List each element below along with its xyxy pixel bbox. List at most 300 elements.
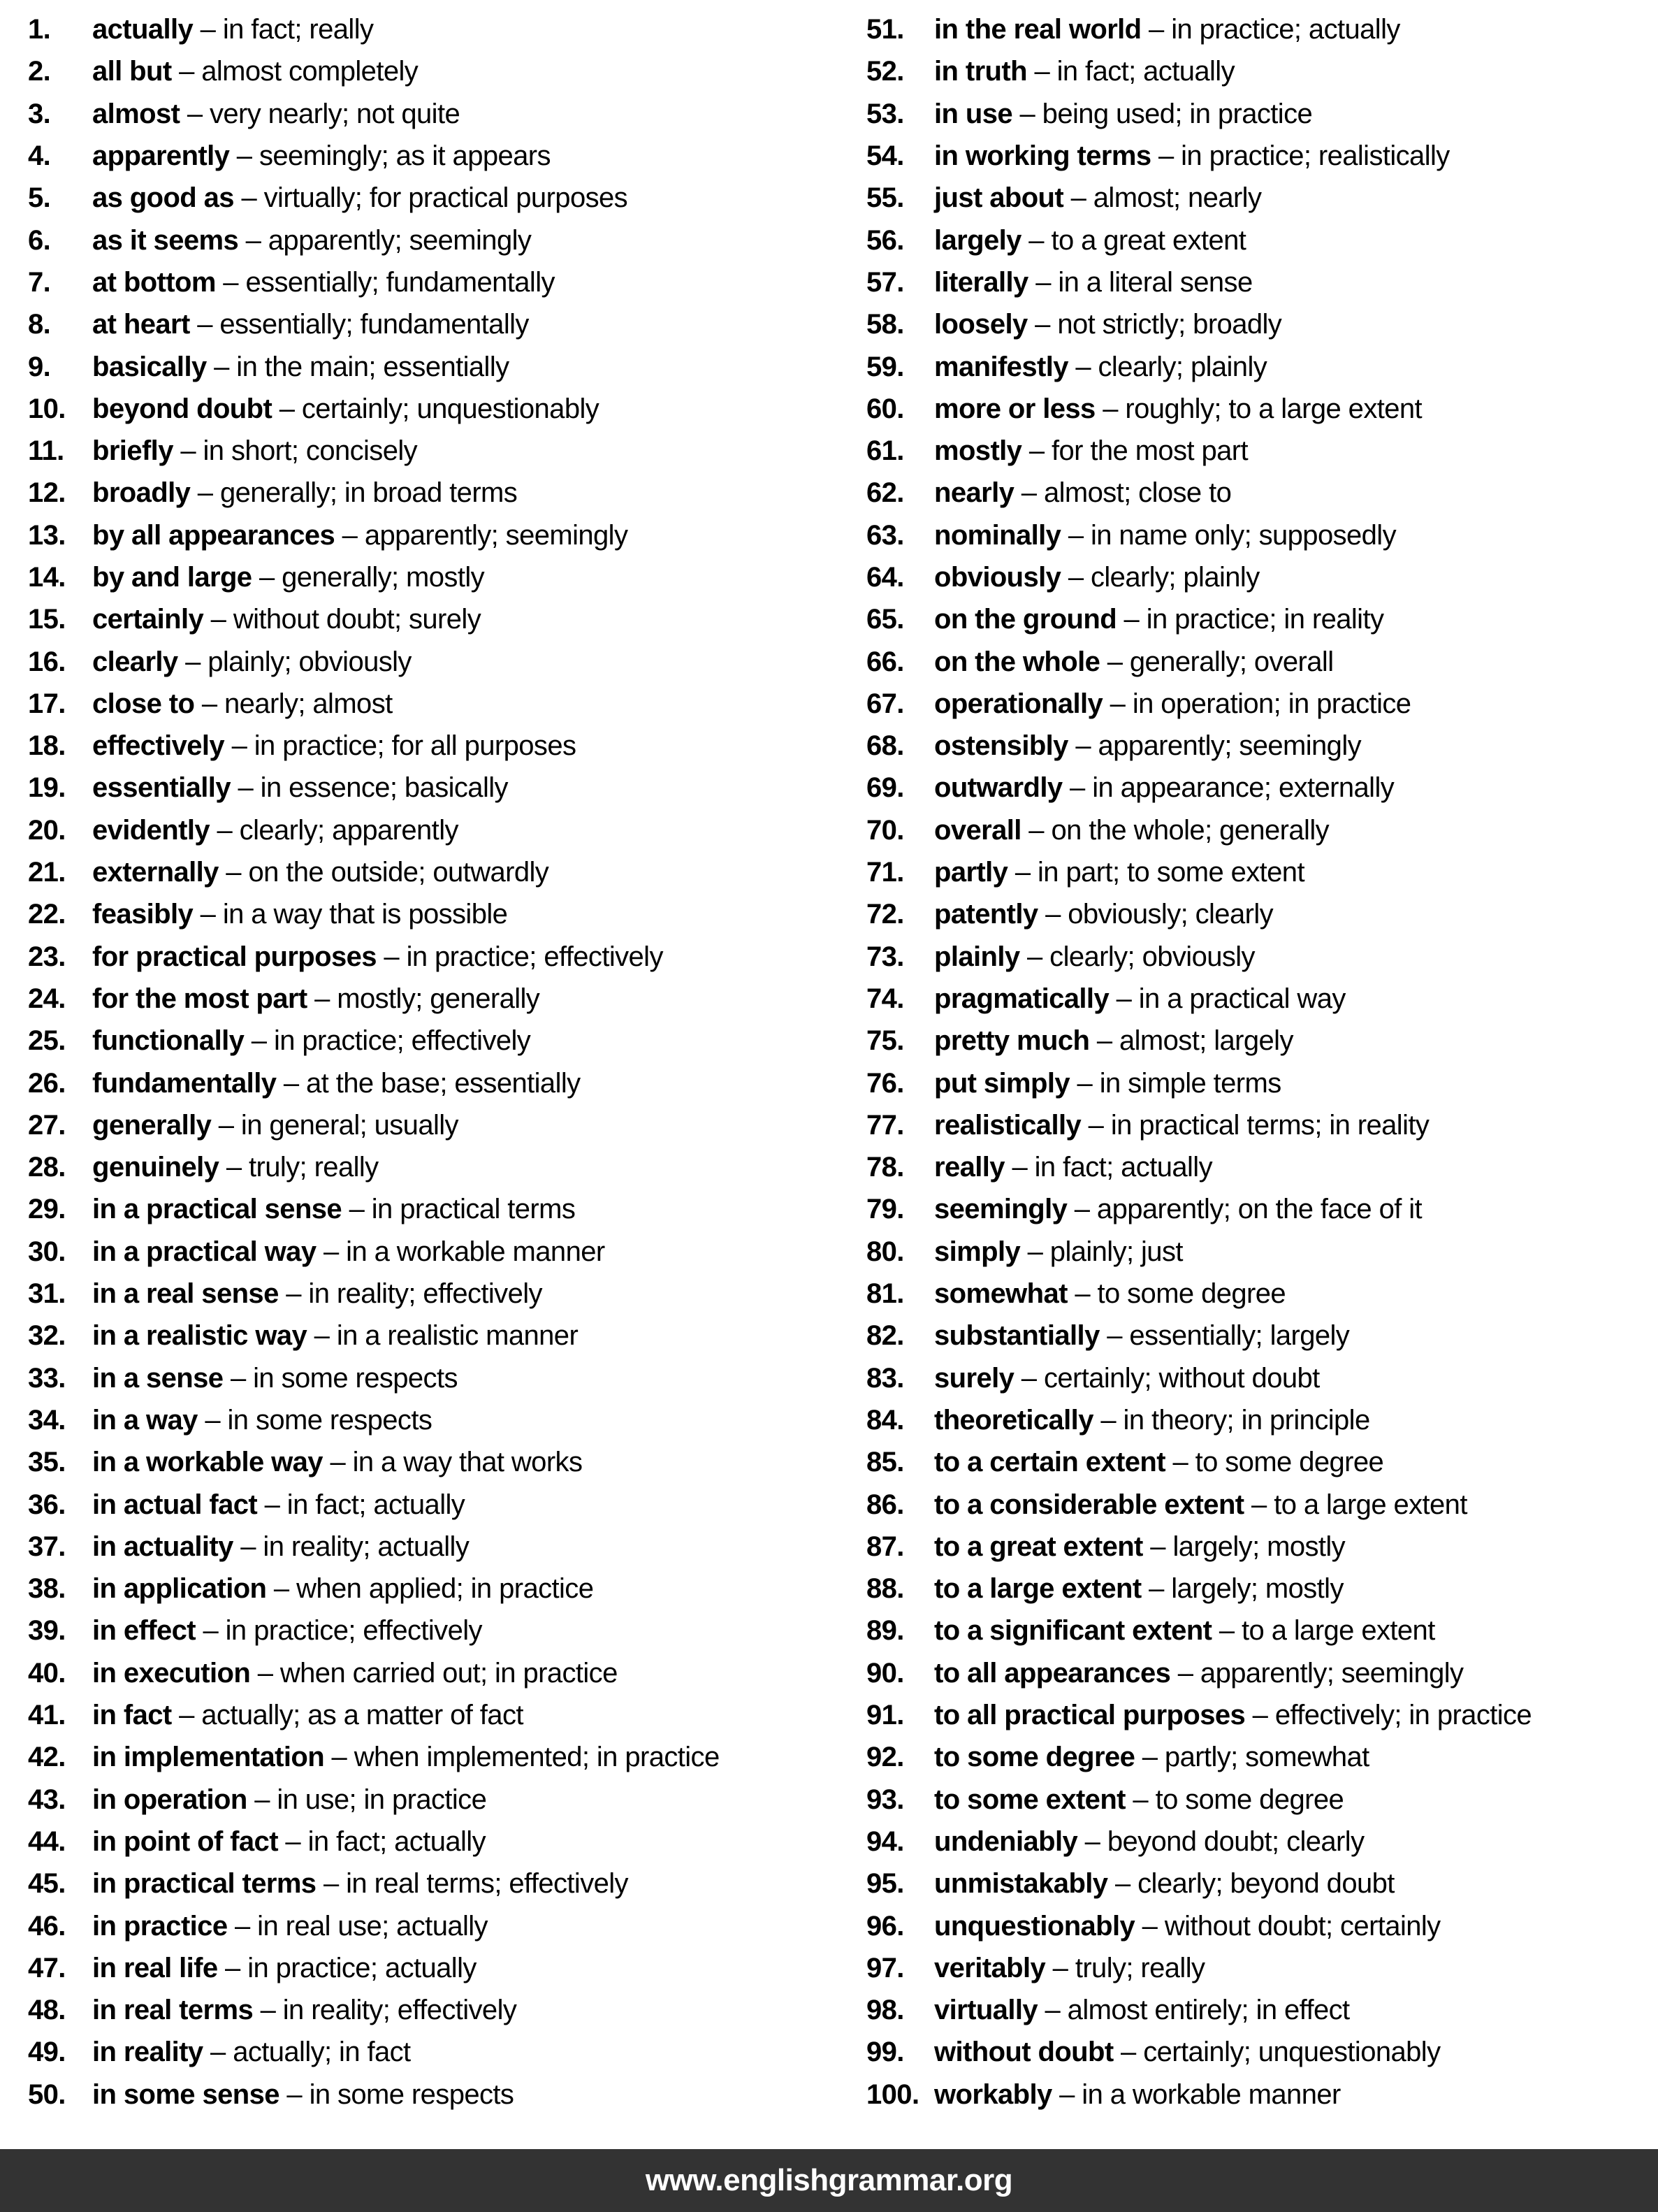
item-number: 48. — [28, 1995, 66, 2026]
list-item — [28, 1694, 834, 1736]
list-column-left — [0, 8, 834, 2116]
item-text: put simply – in simple terms — [934, 1067, 1281, 1099]
item-text: in reality – actually; in fact — [92, 2037, 411, 2068]
item-term: for practical purposes — [92, 941, 377, 972]
item-text: in actual fact – in fact; actually — [92, 1489, 465, 1520]
item-term: in the real world — [934, 14, 1142, 45]
list-item — [28, 1273, 834, 1315]
item-text: in working terms – in practice; realistically — [934, 140, 1450, 172]
item-text: feasibly – in a way that is possible — [92, 899, 508, 930]
item-text: substantially – essentially; largely — [934, 1320, 1350, 1352]
item-number: 69. — [866, 772, 904, 804]
list-item — [28, 345, 834, 387]
item-term: without doubt — [934, 2037, 1114, 2068]
item-text: as good as – virtually; for practical purposes — [92, 182, 628, 214]
item-number: 46. — [28, 1910, 66, 1942]
list-item — [28, 1357, 834, 1399]
item-term: workably — [934, 2079, 1052, 2110]
list-item — [866, 1146, 1658, 1188]
item-term: certainly — [92, 604, 204, 635]
item-term: ostensibly — [934, 730, 1068, 762]
item-number: 39. — [28, 1615, 66, 1647]
item-text: really – in fact; actually — [934, 1152, 1212, 1183]
list-item — [866, 472, 1658, 514]
item-text: by and large – generally; mostly — [92, 562, 485, 593]
list-item — [28, 1904, 834, 1946]
footer-bar — [0, 2149, 1658, 2212]
item-number: 17. — [28, 688, 66, 719]
item-number: 26. — [28, 1067, 66, 1099]
item-text: in fact – actually; as a matter of fact — [92, 1700, 523, 1731]
item-term: loosely — [934, 309, 1028, 340]
item-number: 3. — [28, 98, 51, 129]
list-item — [28, 725, 834, 767]
item-text: almost – very nearly; not quite — [92, 98, 460, 129]
item-term: all but — [92, 56, 172, 87]
item-number: 88. — [866, 1573, 904, 1605]
item-term: substantially — [934, 1320, 1100, 1352]
list-item — [28, 430, 834, 472]
item-term: as good as — [92, 182, 234, 214]
list-item — [866, 1399, 1658, 1441]
footer-url: www.englishgrammar.org — [645, 2163, 1013, 2197]
list-item — [28, 1778, 834, 1820]
item-text: to a great extent – largely; mostly — [934, 1531, 1346, 1562]
item-number: 1. — [28, 14, 51, 45]
item-text: plainly – clearly; obviously — [934, 941, 1255, 972]
list-item — [866, 1188, 1658, 1230]
item-number: 68. — [866, 730, 904, 762]
item-term: veritably — [934, 1952, 1046, 1983]
list-item — [28, 1315, 834, 1357]
item-text: obviously – clearly; plainly — [934, 562, 1260, 593]
list-item — [28, 1441, 834, 1483]
item-number: 97. — [866, 1952, 904, 1983]
item-text: nominally – in name only; supposedly — [934, 519, 1396, 551]
item-number: 55. — [866, 182, 904, 214]
item-number: 37. — [28, 1531, 66, 1562]
item-number: 95. — [866, 1868, 904, 1900]
item-text: mostly – for the most part — [934, 435, 1249, 467]
item-term: by all appearances — [92, 519, 335, 551]
item-number: 87. — [866, 1531, 904, 1562]
item-term: beyond doubt — [92, 393, 272, 424]
list-item — [866, 1736, 1658, 1778]
item-term: pragmatically — [934, 983, 1110, 1014]
item-text: in practical terms – in real terms; effectively — [92, 1868, 628, 1900]
item-term: operationally — [934, 688, 1103, 719]
item-number: 32. — [28, 1320, 66, 1352]
list-item — [28, 1146, 834, 1188]
item-text: to a considerable extent – to a large extent — [934, 1489, 1467, 1520]
item-text: unmistakably – clearly; beyond doubt — [934, 1868, 1395, 1900]
list-item — [28, 1526, 834, 1568]
item-term: actually — [92, 14, 194, 45]
item-text: on the ground – in practice; in reality — [934, 604, 1384, 635]
item-text: undeniably – beyond doubt; clearly — [934, 1826, 1365, 1857]
item-number: 98. — [866, 1995, 904, 2026]
item-term: nominally — [934, 519, 1061, 551]
list-item — [28, 767, 834, 809]
item-number: 44. — [28, 1826, 66, 1857]
item-text: simply – plainly; just — [934, 1236, 1183, 1267]
item-term: to a considerable extent — [934, 1489, 1244, 1520]
item-number: 90. — [866, 1657, 904, 1689]
item-text: somewhat – to some degree — [934, 1278, 1286, 1310]
list-item — [28, 8, 834, 50]
item-term: somewhat — [934, 1278, 1068, 1310]
item-text: briefly – in short; concisely — [92, 435, 418, 467]
item-number: 50. — [28, 2079, 66, 2110]
item-term: virtually — [934, 1995, 1038, 2026]
item-text: in practice – in real use; actually — [92, 1910, 488, 1942]
item-term: in reality — [92, 2037, 203, 2068]
item-number: 15. — [28, 604, 66, 635]
item-text: more or less – roughly; to a large extent — [934, 393, 1423, 424]
item-number: 70. — [866, 814, 904, 846]
list-item — [866, 345, 1658, 387]
item-number: 36. — [28, 1489, 66, 1520]
list-item — [28, 809, 834, 851]
item-term: in a sense — [92, 1362, 224, 1394]
item-term: nearly — [934, 477, 1015, 509]
item-number: 81. — [866, 1278, 904, 1310]
item-number: 13. — [28, 519, 66, 551]
item-term: in point of fact — [92, 1826, 278, 1857]
list-item — [28, 1736, 834, 1778]
item-term: mostly — [934, 435, 1022, 467]
item-number: 54. — [866, 140, 904, 172]
item-text: in some sense – in some respects — [92, 2079, 514, 2110]
item-text: in point of fact – in fact; actually — [92, 1826, 486, 1857]
item-number: 94. — [866, 1826, 904, 1857]
list-item — [28, 1231, 834, 1273]
item-text: certainly – without doubt; surely — [92, 604, 481, 635]
item-term: put simply — [934, 1067, 1070, 1099]
item-number: 12. — [28, 477, 66, 509]
item-text: outwardly – in appearance; externally — [934, 772, 1395, 804]
item-text: theoretically – in theory; in principle — [934, 1404, 1370, 1436]
list-item — [866, 1104, 1658, 1146]
item-term: more or less — [934, 393, 1096, 424]
item-text: virtually – almost entirely; in effect — [934, 1995, 1350, 2026]
item-number: 79. — [866, 1194, 904, 1225]
list-item — [28, 2074, 834, 2116]
item-number: 47. — [28, 1952, 66, 1983]
item-term: undeniably — [934, 1826, 1078, 1857]
item-number: 25. — [28, 1025, 66, 1057]
item-term: unmistakably — [934, 1868, 1108, 1900]
item-text: on the whole – generally; overall — [934, 646, 1334, 677]
item-term: as it seems — [92, 224, 239, 256]
list-item — [28, 177, 834, 219]
item-term: close to — [92, 688, 195, 719]
item-text: loosely – not strictly; broadly — [934, 309, 1282, 340]
item-number: 4. — [28, 140, 51, 172]
item-term: unquestionably — [934, 1910, 1135, 1942]
item-term: just about — [934, 182, 1064, 214]
item-number: 89. — [866, 1615, 904, 1647]
item-text: to all practical purposes – effectively; in practice — [934, 1700, 1532, 1731]
item-term: on the ground — [934, 604, 1117, 635]
item-term: broadly — [92, 477, 191, 509]
item-term: essentially — [92, 772, 231, 804]
item-text: in a practical sense – in practical terms — [92, 1194, 576, 1225]
list-item — [28, 556, 834, 598]
list-item — [866, 430, 1658, 472]
item-text: in a way – in some respects — [92, 1404, 432, 1436]
list-item — [28, 514, 834, 556]
item-term: seemingly — [934, 1194, 1068, 1225]
item-text: in real life – in practice; actually — [92, 1952, 477, 1983]
list-item — [866, 514, 1658, 556]
list-item — [866, 1483, 1658, 1525]
item-text: to some extent – to some degree — [934, 1784, 1344, 1815]
item-term: in a realistic way — [92, 1320, 307, 1352]
list-item — [28, 1863, 834, 1904]
item-term: simply — [934, 1236, 1021, 1267]
item-number: 76. — [866, 1067, 904, 1099]
list-item — [866, 1020, 1658, 1062]
item-term: almost — [92, 98, 180, 129]
item-term: in a way — [92, 1404, 198, 1436]
item-term: in practical terms — [92, 1868, 317, 1900]
item-term: feasibly — [92, 899, 194, 930]
item-number: 31. — [28, 1278, 66, 1310]
list-item — [866, 1568, 1658, 1610]
list-item — [28, 1947, 834, 1989]
list-column-right — [834, 8, 1658, 2116]
list-item — [28, 1652, 834, 1694]
item-term: effectively — [92, 730, 225, 762]
list-item — [28, 2031, 834, 2073]
list-item — [866, 809, 1658, 851]
item-term: in execution — [92, 1657, 251, 1689]
item-term: in application — [92, 1573, 267, 1605]
item-term: in working terms — [934, 140, 1151, 172]
item-text: externally – on the outside; outwardly — [92, 857, 549, 888]
list-item — [28, 219, 834, 261]
item-text: beyond doubt – certainly; unquestionably — [92, 393, 599, 424]
item-term: to a certain extent — [934, 1447, 1165, 1478]
item-text: at bottom – essentially; fundamentally — [92, 266, 555, 298]
item-number: 65. — [866, 604, 904, 635]
list-item — [866, 8, 1658, 50]
list-item — [28, 1020, 834, 1062]
item-term: to a significant extent — [934, 1615, 1212, 1647]
item-number: 52. — [866, 56, 904, 87]
list-item — [866, 388, 1658, 430]
item-number: 58. — [866, 309, 904, 340]
item-term: overall — [934, 814, 1021, 846]
item-text: essentially – in essence; basically — [92, 772, 508, 804]
item-term: basically — [92, 351, 207, 382]
list-item — [866, 50, 1658, 92]
item-number: 28. — [28, 1152, 66, 1183]
item-text: surely – certainly; without doubt — [934, 1362, 1320, 1394]
item-text: seemingly – apparently; on the face of it — [934, 1194, 1423, 1225]
item-text: fundamentally – at the base; essentially — [92, 1067, 581, 1099]
list-item — [28, 261, 834, 303]
list-item — [866, 93, 1658, 135]
item-text: to a certain extent – to some degree — [934, 1447, 1384, 1478]
item-number: 45. — [28, 1868, 66, 1900]
item-number: 62. — [866, 477, 904, 509]
list-item — [28, 1568, 834, 1610]
item-term: in truth — [934, 56, 1027, 87]
item-text: broadly – generally; in broad terms — [92, 477, 518, 509]
list-item — [866, 556, 1658, 598]
item-number: 6. — [28, 224, 51, 256]
item-number: 51. — [866, 14, 904, 45]
item-term: in a practical sense — [92, 1194, 342, 1225]
item-term: at bottom — [92, 266, 216, 298]
item-number: 72. — [866, 899, 904, 930]
item-term: evidently — [92, 814, 210, 846]
item-number: 74. — [866, 983, 904, 1014]
list-item — [866, 1315, 1658, 1357]
item-term: in real life — [92, 1952, 218, 1983]
item-text: by all appearances – apparently; seemingly — [92, 519, 628, 551]
item-text: genuinely – truly; really — [92, 1152, 379, 1183]
item-text: partly – in part; to some extent — [934, 857, 1304, 888]
item-number: 91. — [866, 1700, 904, 1731]
item-term: in fact — [92, 1700, 172, 1731]
item-number: 16. — [28, 646, 66, 677]
item-term: briefly — [92, 435, 173, 467]
item-number: 19. — [28, 772, 66, 804]
item-number: 59. — [866, 351, 904, 382]
item-text: in implementation – when implemented; in practice — [92, 1742, 720, 1773]
item-term: in actuality — [92, 1531, 233, 1562]
item-number: 92. — [866, 1742, 904, 1773]
list-item — [866, 1652, 1658, 1694]
item-number: 71. — [866, 857, 904, 888]
item-term: in use — [934, 98, 1012, 129]
item-number: 49. — [28, 2037, 66, 2068]
item-number: 38. — [28, 1573, 66, 1605]
list-item — [866, 1273, 1658, 1315]
item-term: fundamentally — [92, 1067, 277, 1099]
list-item — [866, 767, 1658, 809]
item-number: 11. — [28, 435, 64, 467]
item-term: at heart — [92, 309, 190, 340]
item-number: 42. — [28, 1742, 66, 1773]
item-term: really — [934, 1152, 1005, 1183]
item-term: genuinely — [92, 1152, 219, 1183]
item-text: in a real sense – in reality; effectively — [92, 1278, 542, 1310]
list-item — [28, 1399, 834, 1441]
item-text: overall – on the whole; generally — [934, 814, 1330, 846]
item-number: 29. — [28, 1194, 66, 1225]
item-text: apparently – seemingly; as it appears — [92, 140, 551, 172]
list-item — [866, 1821, 1658, 1863]
item-number: 66. — [866, 646, 904, 677]
item-term: pretty much — [934, 1025, 1090, 1057]
list-item — [866, 640, 1658, 682]
item-text: evidently – clearly; apparently — [92, 814, 458, 846]
list-item — [866, 1526, 1658, 1568]
item-number: 33. — [28, 1362, 66, 1394]
list-item — [28, 1610, 834, 1651]
item-text: largely – to a great extent — [934, 224, 1246, 256]
list-item — [28, 1483, 834, 1525]
item-text: for practical purposes – in practice; effectively — [92, 941, 663, 972]
item-text: realistically – in practical terms; in reality — [934, 1109, 1430, 1141]
item-number: 100. — [866, 2079, 919, 2110]
list-item — [866, 1694, 1658, 1736]
item-text: in actuality – in reality; actually — [92, 1531, 470, 1562]
item-term: to some degree — [934, 1742, 1135, 1773]
item-text: basically – in the main; essentially — [92, 351, 509, 382]
item-number: 86. — [866, 1489, 904, 1520]
item-text: in use – being used; in practice — [934, 98, 1313, 129]
item-number: 63. — [866, 519, 904, 551]
item-number: 67. — [866, 688, 904, 719]
item-number: 61. — [866, 435, 904, 467]
list-item — [866, 683, 1658, 725]
item-term: surely — [934, 1362, 1015, 1394]
list-item — [28, 1989, 834, 2031]
item-number: 57. — [866, 266, 904, 298]
item-text: to some degree – partly; somewhat — [934, 1742, 1369, 1773]
item-number: 78. — [866, 1152, 904, 1183]
item-term: in actual fact — [92, 1489, 258, 1520]
item-number: 8. — [28, 309, 51, 340]
list-item — [28, 1062, 834, 1104]
item-number: 60. — [866, 393, 904, 424]
item-term: to some extent — [934, 1784, 1126, 1815]
item-term: in implementation — [92, 1742, 325, 1773]
item-number: 20. — [28, 814, 66, 846]
list-item — [28, 978, 834, 1020]
item-number: 21. — [28, 857, 66, 888]
list-item — [866, 978, 1658, 1020]
list-item — [866, 598, 1658, 640]
item-number: 34. — [28, 1404, 66, 1436]
item-text: in application – when applied; in practice — [92, 1573, 594, 1605]
item-number: 73. — [866, 941, 904, 972]
item-text: functionally – in practice; effectively — [92, 1025, 531, 1057]
list-item — [866, 1441, 1658, 1483]
item-term: patently — [934, 899, 1038, 930]
item-term: in a real sense — [92, 1278, 279, 1310]
list-item — [28, 1104, 834, 1146]
item-number: 77. — [866, 1109, 904, 1141]
item-text: as it seems – apparently; seemingly — [92, 224, 532, 256]
item-number: 96. — [866, 1910, 904, 1942]
item-number: 2. — [28, 56, 51, 87]
item-number: 14. — [28, 562, 66, 593]
item-term: in some sense — [92, 2079, 279, 2110]
item-number: 35. — [28, 1447, 66, 1478]
list-item — [866, 2074, 1658, 2116]
item-term: in real terms — [92, 1995, 254, 2026]
list-item — [28, 851, 834, 893]
item-text: workably – in a workable manner — [934, 2079, 1341, 2110]
item-text: in a realistic way – in a realistic manner — [92, 1320, 579, 1352]
item-number: 84. — [866, 1404, 904, 1436]
list-item — [866, 936, 1658, 978]
item-term: outwardly — [934, 772, 1063, 804]
list-item — [28, 472, 834, 514]
item-term: clearly — [92, 646, 178, 677]
item-text: nearly – almost; close to — [934, 477, 1232, 509]
item-term: functionally — [92, 1025, 245, 1057]
item-term: to all practical purposes — [934, 1700, 1246, 1731]
item-text: operationally – in operation; in practice — [934, 688, 1411, 719]
item-term: literally — [934, 266, 1028, 298]
